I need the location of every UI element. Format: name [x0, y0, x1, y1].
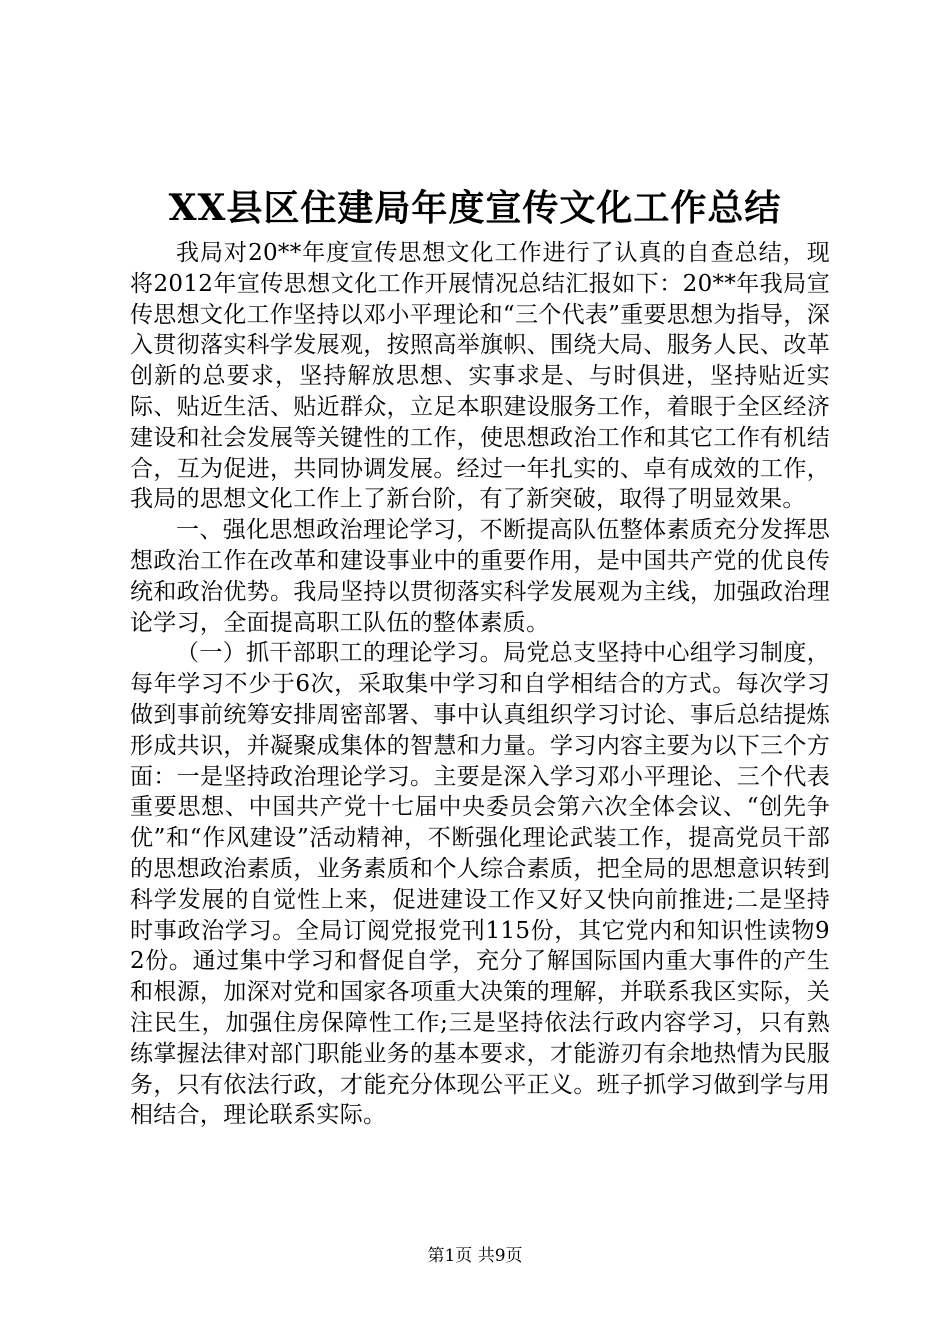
document-title: XX县区住建局年度宣传文化工作总结 — [168, 187, 782, 229]
paragraph-section-one: 一、强化思想政治理论学习，不断提高队伍整体素质充分发挥思想政治工作在改革和建设事业中的重要作用，是中国共产党的优良传统和政治优势。我局坚持以贯彻落实科学发展观为主线，加强政治理论学习，全面提高职工队伍的整体素质。 — [130, 517, 830, 636]
paragraph-intro: 我局对20**年度宣传思想文化工作进行了认真的自查总结，现将2012年宣传思想文化工作开展情况总结汇报如下：20**年我局宣传思想文化工作坚持以邓小平理论和“三个代表”重要思想为指导，深入贯彻落实科学发展观，按照高举旗帜、围绕大局、服务人民、改革创新的总要求，坚持解放思想、实事求是、与时俱进，坚持贴近实际、贴近生活、贴近群众，立足本职建设服务工作，着眼于全区经济建设和社会发展等关键性的工作，使思想政治工作和其它工作有机结合，互为促进，共同协调发展。经过一年扎实的、卓有成效的工作，我局的思想文化工作上了新台阶，有了新突破，取得了明显效果。 — [130, 240, 830, 513]
page-footer: 第1页 共9页 — [427, 1246, 523, 1266]
paragraph-subsection-one: （一）抓干部职工的理论学习。局党总支坚持中心组学习制度，每年学习不少于6次，采取集中学习和自学相结合的方式。每次学习做到事前统筹安排周密部署、事中认真组织学习讨论、事后总结提炼形成共识，并凝聚成集体的智慧和力量。学习内容主要为以下三个方面：一是坚持政治理论学习。主要是深入学习邓小平理论、三个代表重要思想、中国共产党十七届中央委员会第六次全体会议、“创先争优”和“作风建设”活动精神，不断强化理论武装工作，提高党员干部的思想政治素质，业务素质和个人综合素质，把全局的思想意识转到科学发展的自觉性上来，促进建设工作又好又快向前推进;二是坚持时事政治学习。全局订阅党报党刊115份，其它党内和知识性读物92份。通过集中学习和督促自学，充分了解国际国内重大事件的产生和根源，加深对党和国家各项重大决策的理解，并联系我区实际，关注民生，加强住房保障性工作;三是坚持依法行政内容学习，只有熟练掌握法律对部门职能业务的基本要求，才能游刃有余地热情为民服务，只有依法行政，才能充分体现公平正义。班子抓学习做到学与用相结合，理论联系实际。 — [130, 640, 830, 1129]
document-body — [130, 238, 830, 1131]
